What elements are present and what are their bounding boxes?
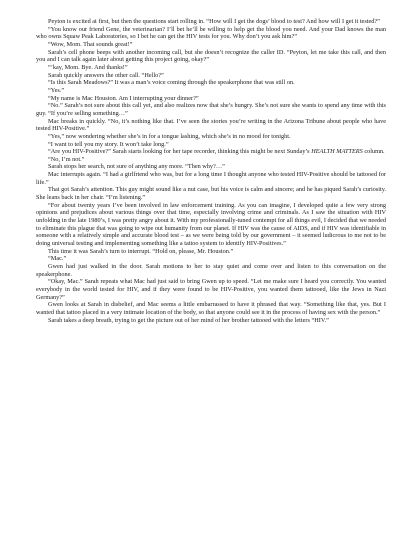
paragraph: “Yes,” now wondering whether she’s in for a tongue lashing, which she’s in no mood for tonight. — [48, 132, 291, 140]
paragraph: “Wow, Mom. That sounds great!” — [48, 40, 133, 48]
paragraph: Gwen looks at Sarah in disbelief, and Mac seems a little embarrassed to have it phrased that way. “Something like that, yes. But I wanted that tattoo placed in a very intimate location of the body, so that anyone could see it in the process of having sex with the person.” — [36, 301, 386, 316]
paragraph: This time it was Sarah’s turn to interrupt. “Hold on, please, Mr. Houston.” — [48, 247, 234, 255]
paragraph: Sarah stops her search, not sure of anything any more. “Then why?…” — [48, 163, 225, 171]
paragraph: “No, I’m not.” — [48, 155, 85, 163]
paragraph: Peyton is excited at first, but then the questions start rolling in. “How will I get the dogs’ blood to test? And how will I get it tested?” — [48, 18, 380, 25]
paragraph: “Okay, Mac.” Sarah repeats what Mac had just said to bring Gwen up to speed. “Let me make sure I heard you correctly. You wanted everybody in the world tested for HIV, and if they were found to be HIV-Positive, you wanted them tattooed, like the Jews in Nazi Germany?” — [36, 278, 386, 301]
paragraph: Sarah takes a deep breath, trying to get the picture out of her mind of her brother tattooed with the letters “HIV.” — [48, 316, 329, 324]
paragraph: “Is this Sarah Meadows?” It was a man’s voice coming through the speakerphone that was still on. — [48, 79, 295, 87]
paragraph: “’kay, Mom. Bye. And thanks!” — [48, 63, 128, 71]
paragraph: Gwen had just walked in the door. Sarah motions to her to stay quiet and come over and listen to this conversation on the speakerphone. — [36, 263, 386, 278]
paragraph: “I want to tell you my story. It won’t take long.” — [48, 140, 169, 148]
paragraph: “You know our friend Gene, the veterinarian? I’ll bet he’ll be willing to help get the blood you need. And your Dad knows the man who owns Squaw Peak Laboratories, so I bet he can get the HIV tests for you. Why don’t you ask him?” — [36, 25, 386, 41]
paragraph: That got Sarah’s attention. This guy might sound like a nut case, but his voice is calm and sincere; and he has piqued Sarah’s curiosity. She leans back in her chair. “I’m listening.” — [36, 186, 386, 202]
paragraph: Mac interrupts again. “I had a girlfriend who was, but for a long time I thought anyone who tested HIV-Positive should be tattooed for life.” — [36, 171, 386, 186]
column-name: HEALTH MATTERS — [311, 148, 363, 156]
paragraph: “Mac.” — [48, 255, 67, 263]
document-page — [36, 18, 386, 324]
paragraph: Sarah’s cell phone beeps with another incoming call, but she doesn’t recognize the caller ID. “Peyton, let me take this call, and then you and I can talk again later about getting this project going, okay?” — [36, 48, 386, 64]
paragraph: “Yes.” — [48, 86, 65, 94]
paragraph: “For about twenty years I’ve been involved in law enforcement training. As you can imagine, I developed quite a few very strong opinions and prejudices about various things over that time, especially involving crime and criminals. As I saw the situation with HIV unfolding in the late 1980’s, I was pretty angry about it. With my professionally-tuned contempt for all things evil, I decided that we needed to eliminate this plague that was going to wipe out humanity from our planet. If HIV was the cause of AIDS, and if HIV was identifiable in someone with a relatively simple and accurate blood test – as we were being told by our government – it seemed ludicrous to me not to be doing universal testing and implementing something like a tattoo system to identify HIV-Positives.” — [36, 201, 386, 248]
paragraph: “Are you HIV-Positive?” Sarah starts looking for her tape recorder, thinking this might be next Sunday’s HEALTH MATTERS column. — [48, 148, 385, 156]
paragraph: “No.” Sarah’s not sure about this call yet, and also realizes now that she’s hungry. She’s not sure she wants to spend any time with this guy. “If you’re selling something…” — [36, 102, 386, 117]
paragraph: Sarah quickly answers the other call. “Hello?” — [48, 71, 164, 79]
paragraph: “My name is Mac Houston. Am I interrupting your dinner?” — [48, 94, 199, 102]
paragraph: Mac breaks in quickly. “No, it’s nothing like that. I’ve seen the stories you’re writing in the Arizona Tribune about people who have tested HIV-Positive.” — [36, 117, 386, 133]
